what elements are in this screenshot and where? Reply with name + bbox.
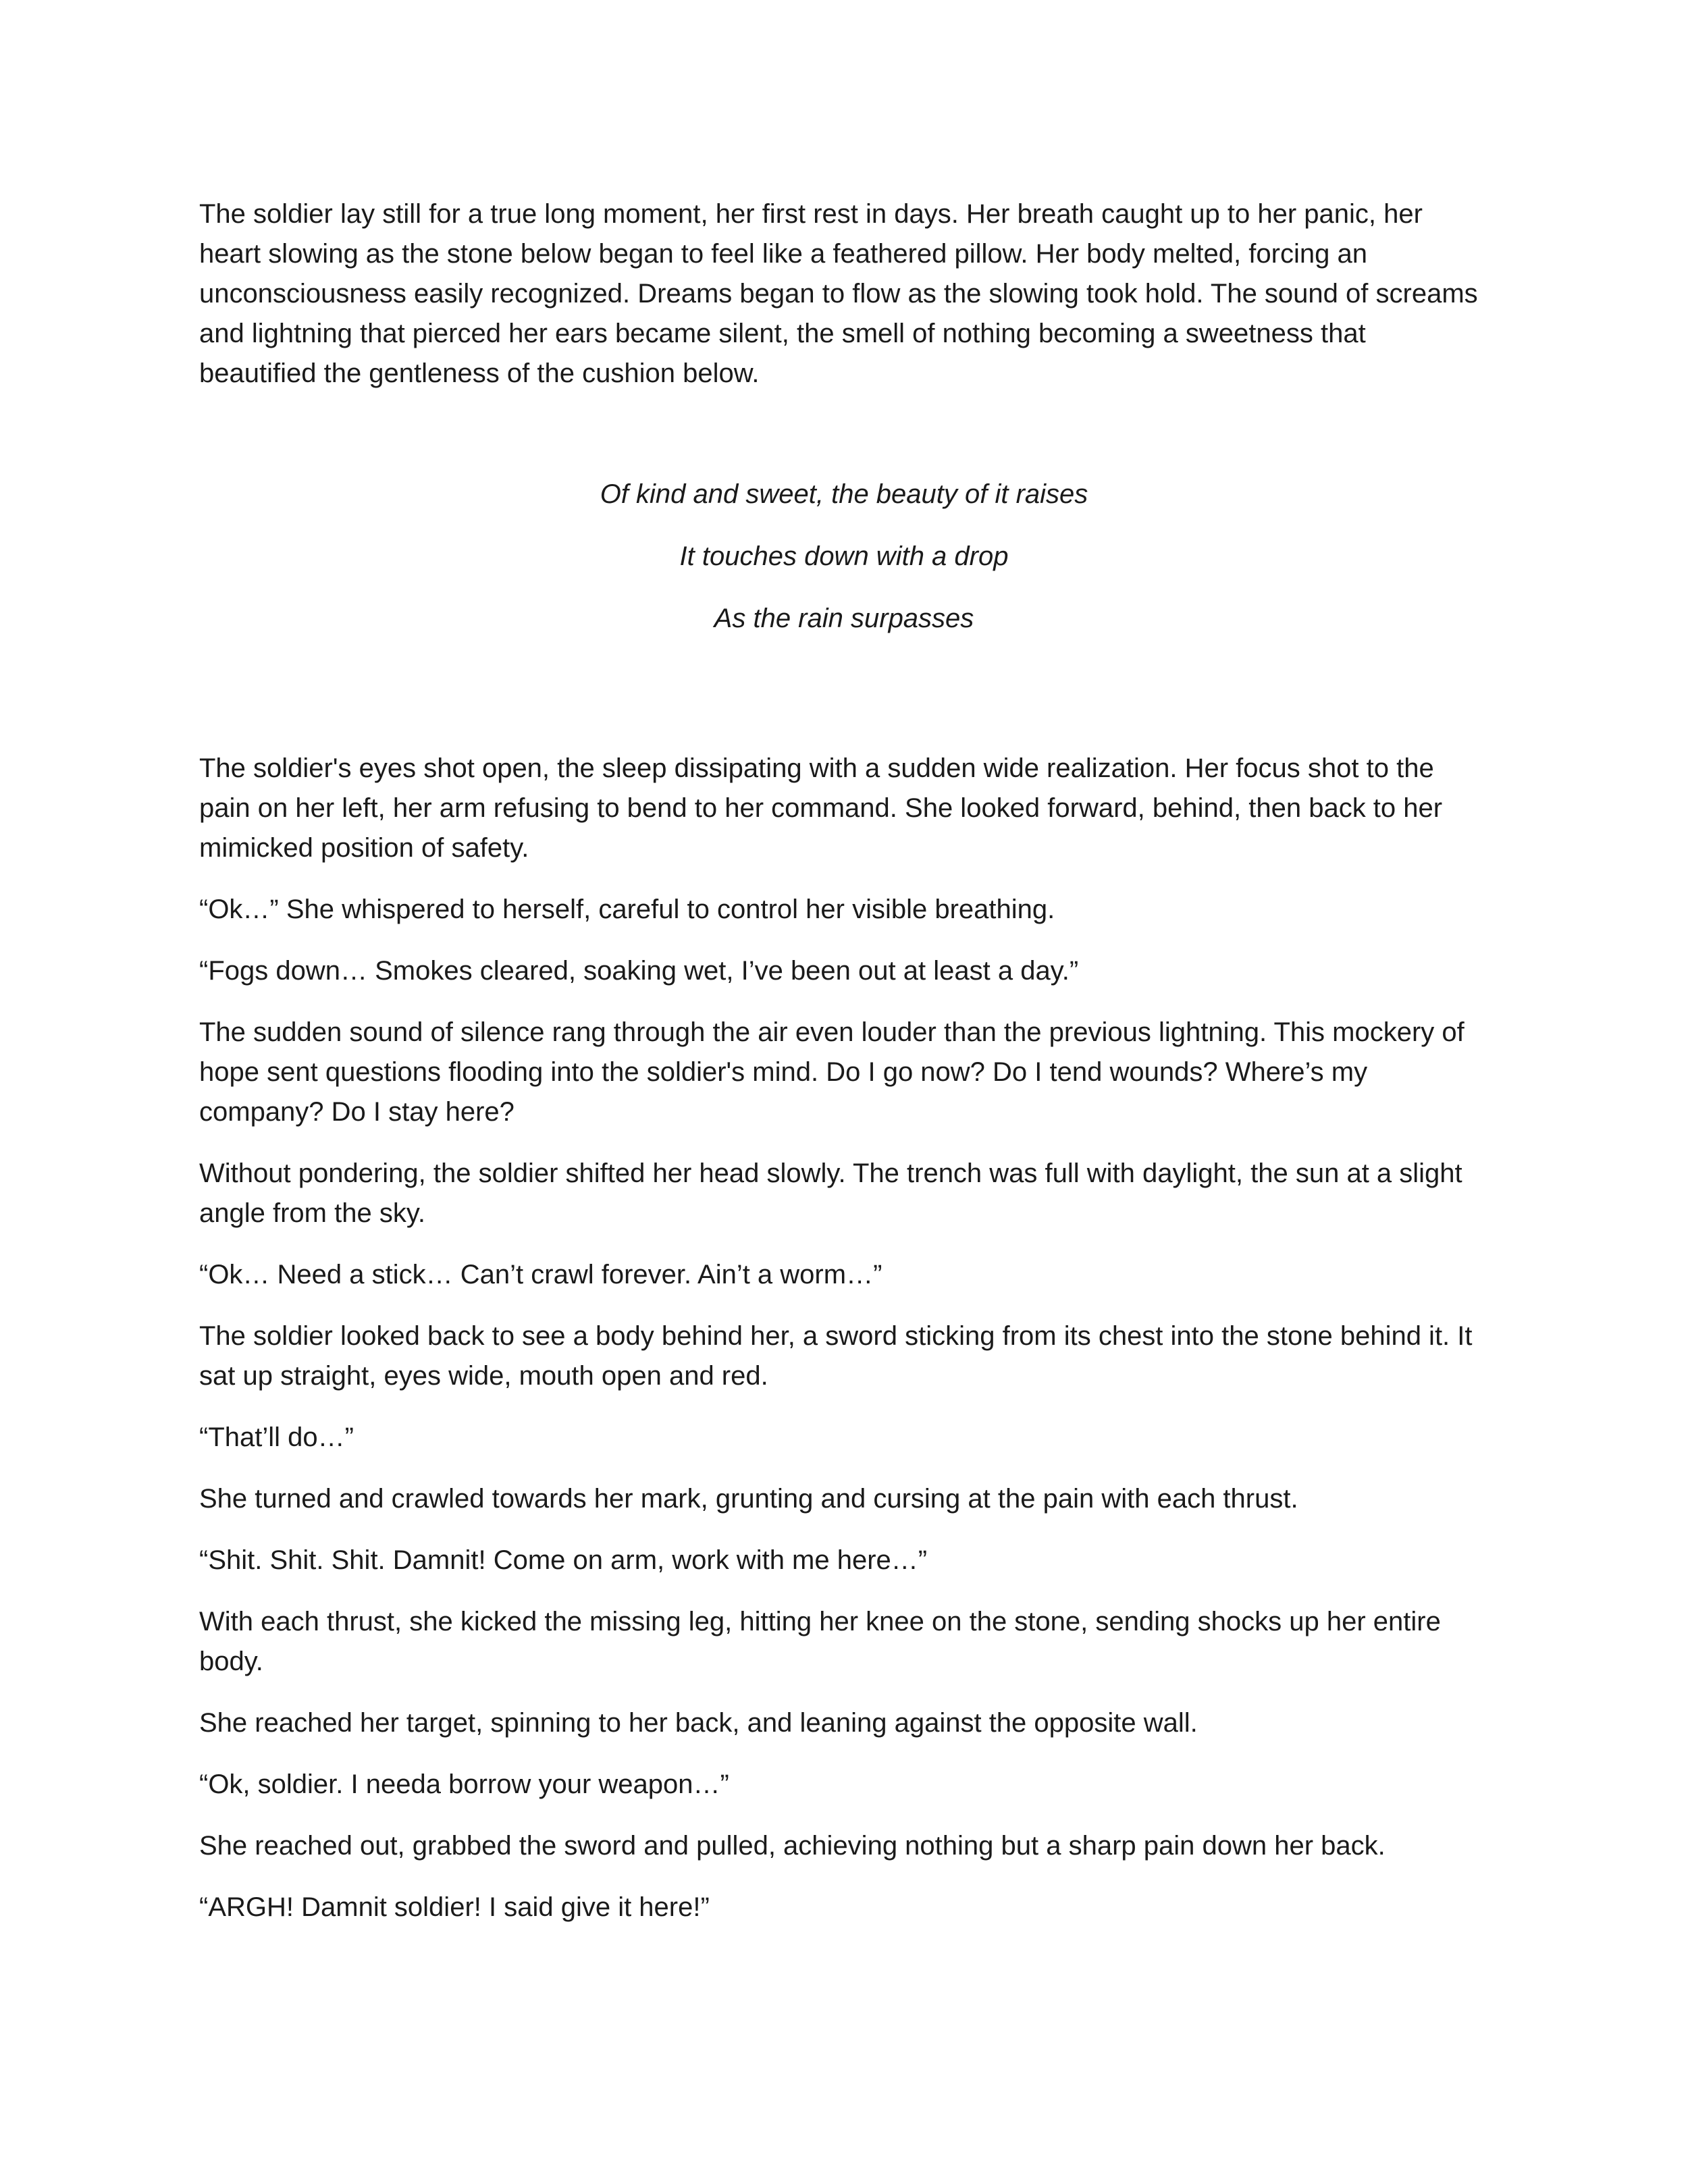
paragraph: With each thrust, she kicked the missing leg, hitting her knee on the stone, sending shocks up her entire body. bbox=[199, 1607, 1441, 1676]
poem-line-3: As the rain surpasses bbox=[714, 604, 974, 633]
paragraph: The sudden sound of silence rang through the air even louder than the previous lightning. This mockery of hope sent questions flooding into the soldier's mind. Do I go now? Do I tend wounds? Where’s my company? Do I stay here? bbox=[199, 1017, 1465, 1127]
story-paragraphs bbox=[199, 749, 1489, 1927]
document-body bbox=[199, 194, 1489, 1949]
paragraph: “Shit. Shit. Shit. Damnit! Come on arm, work with me here…” bbox=[199, 1545, 928, 1575]
paragraph: She reached her target, spinning to her back, and leaning against the opposite wall. bbox=[199, 1708, 1198, 1738]
poem-stanza bbox=[199, 475, 1489, 661]
paragraph: She reached out, grabbed the sword and pulled, achieving nothing but a sharp pain down her back. bbox=[199, 1831, 1386, 1861]
opening-paragraph: The soldier lay still for a true long moment, her first rest in days. Her breath caught up to her panic, her heart slowing as the stone below began to feel like a feathered pillow. Her body melted, forcing an unconsciousness easily recognized. Dreams began to flow as the slowing took hold. The sound of screams and lightning that pierced her ears became silent, the smell of nothing becoming a sweetness that beautified the gentleness of the cushion below. bbox=[199, 199, 1478, 388]
paragraph: “That’ll do…” bbox=[199, 1422, 354, 1452]
paragraph: “Ok…” She whispered to herself, careful to control her visible breathing. bbox=[199, 895, 1055, 924]
paragraph: The soldier's eyes shot open, the sleep dissipating with a sudden wide realization. Her focus shot to the pain on her left, her arm refusing to bend to her command. She looked forward, behind, then back to her mimicked position of safety. bbox=[199, 753, 1443, 863]
paragraph: “Fogs down… Smokes cleared, soaking wet, I’ve been out at least a day.” bbox=[199, 956, 1079, 986]
paragraph: “ARGH! Damnit soldier! I said give it here!” bbox=[199, 1892, 710, 1922]
paragraph: “Ok, soldier. I needa borrow your weapon…” bbox=[199, 1769, 729, 1799]
paragraph: Without pondering, the soldier shifted her head slowly. The trench was full with daylight, the sun at a slight angle from the sky. bbox=[199, 1158, 1462, 1228]
poem-line-2: It touches down with a drop bbox=[679, 541, 1009, 571]
paragraph: “Ok… Need a stick… Can’t crawl forever. Ain’t a worm…” bbox=[199, 1260, 882, 1289]
poem-line-1: Of kind and sweet, the beauty of it raises bbox=[600, 479, 1088, 509]
paragraph: She turned and crawled towards her mark, grunting and cursing at the pain with each thrust. bbox=[199, 1484, 1298, 1514]
paragraph: The soldier looked back to see a body behind her, a sword sticking from its chest into the stone behind it. It sat up straight, eyes wide, mouth open and red. bbox=[199, 1321, 1473, 1391]
